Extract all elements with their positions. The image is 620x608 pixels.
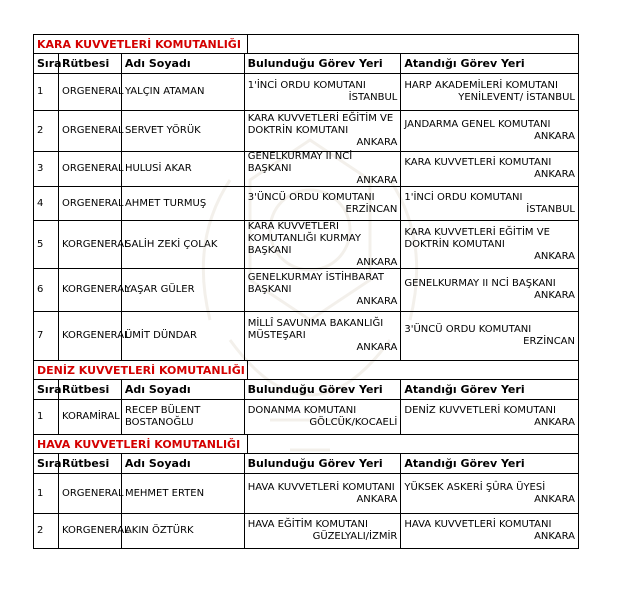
full-name: RECEP BÜLENT BOSTANOĞLU [122, 400, 245, 434]
section-title-row [33, 360, 579, 379]
header-sira: Sıra [34, 54, 59, 73]
current-post-location: ANKARA [356, 296, 398, 307]
current-post-line: HAVA EĞİTİM KOMUTANI [247, 519, 368, 530]
full-name: YALÇIN ATAMAN [122, 74, 245, 110]
section-title-blank [248, 35, 579, 53]
header-atandigi: Atandığı Görev Yeri [401, 454, 579, 473]
current-post-line: MİLLÎ SAVUNMA BAKANLIĞI [247, 318, 384, 329]
current-post-line: DOKTRİN KOMUTANI [247, 125, 349, 136]
row-number: 5 [34, 221, 59, 268]
new-post-location: ANKARA [534, 493, 575, 505]
new-post-location: ERZİNCAN [523, 336, 575, 347]
header-atandigi: Atandığı Görev Yeri [401, 54, 579, 73]
row-number: 1 [34, 74, 59, 110]
rank: ORGENERAL [59, 152, 122, 186]
header-ad: Adı Soyadı [122, 380, 245, 399]
table-row [33, 110, 579, 151]
header-atandigi: Atandığı Görev Yeri [401, 380, 579, 399]
current-post-location: ANKARA [356, 342, 398, 353]
full-name: AHMET TURMUŞ [122, 187, 245, 220]
new-post [401, 221, 579, 268]
table-bottom-border [33, 548, 579, 549]
new-post [401, 187, 579, 220]
header-rutbe: Rütbesi [59, 54, 122, 73]
table-header-row [33, 53, 579, 73]
row-number: 6 [34, 269, 59, 311]
section-title: HAVA KUVVETLERİ KOMUTANLIĞI [34, 435, 248, 453]
rank: ORGENERAL [59, 111, 122, 151]
header-bulundugu: Bulunduğu Görev Yeri [245, 54, 402, 73]
current-post-location: GÖLCÜK/KOCAELİ [309, 417, 398, 428]
full-name: YAŞAR GÜLER [122, 269, 245, 311]
row-number: 2 [34, 111, 59, 151]
section-title-row [33, 34, 579, 53]
table-header-row [33, 453, 579, 473]
rank: KORGENERAL [59, 269, 122, 311]
new-post-line: 1'İNCİ ORDU KOMUTANI [404, 191, 523, 203]
new-post-location: YENİLEVENT/ İSTANBUL [458, 92, 575, 103]
current-post [245, 187, 402, 220]
header-bulundugu: Bulunduğu Görev Yeri [245, 380, 402, 399]
new-post [401, 152, 579, 186]
current-post [245, 111, 402, 151]
rank: ORGENERAL [59, 74, 122, 110]
current-post [245, 312, 402, 360]
new-post-line: 3'ÜNCÜ ORDU KOMUTANI [404, 324, 532, 335]
header-sira: Sıra [34, 380, 59, 399]
new-post-location: ANKARA [534, 131, 575, 142]
new-post [401, 474, 579, 513]
table-row [33, 73, 579, 110]
new-post-line: DOKTRİN KOMUTANI [404, 238, 505, 250]
table-row [33, 186, 579, 220]
new-post-location: ANKARA [534, 169, 575, 180]
rank: ORGENERAL [59, 187, 122, 220]
table-row [33, 399, 579, 434]
new-post-line: YÜKSEK ASKERİ ŞÛRA ÜYESİ [404, 481, 546, 493]
new-post-line: GENELKURMAY II NCİ BAŞKANI [404, 278, 556, 289]
new-post [401, 514, 579, 548]
new-post [401, 312, 579, 360]
current-post-location: GÜZELYALI/İZMİR [312, 531, 398, 542]
header-rutbe: Rütbesi [59, 380, 122, 399]
section-title: KARA KUVVETLERİ KOMUTANLIĞI [34, 35, 248, 53]
section-title-row [33, 434, 579, 453]
new-post-line: HARP AKADEMİLERİ KOMUTANI [404, 80, 558, 91]
header-ad: Adı Soyadı [122, 454, 245, 473]
current-post-location: ANKARA [356, 493, 398, 505]
current-post [245, 269, 402, 311]
rank: KORAMİRAL [59, 400, 122, 434]
new-post-location: ANKARA [534, 531, 575, 542]
full-name: ÜMİT DÜNDAR [122, 312, 245, 360]
full-name: HULUSİ AKAR [122, 152, 245, 186]
current-post-line: DONANMA KOMUTANI [247, 405, 357, 416]
full-name: SALİH ZEKİ ÇOLAK [122, 221, 245, 268]
current-post-line: HAVA KUVVETLERİ KOMUTANI [247, 481, 395, 493]
current-post-line: MÜSTEŞARI [247, 330, 306, 341]
current-post-location: ANKARA [356, 137, 398, 148]
new-post [401, 269, 579, 311]
rank: ORGENERAL [59, 474, 122, 513]
new-post [401, 111, 579, 151]
current-post-line: GENELKURMAY İSTİHBARAT [247, 272, 384, 283]
new-post-location: İSTANBUL [526, 203, 575, 215]
new-post-location: ANKARA [534, 417, 575, 428]
current-post-location: ANKARA [356, 175, 398, 186]
header-ad: Adı Soyadı [122, 54, 245, 73]
table-row [33, 220, 579, 268]
new-post-line: JANDARMA GENEL KOMUTANI [404, 119, 551, 130]
current-post [245, 221, 402, 268]
new-post [401, 400, 579, 434]
row-number: 3 [34, 152, 59, 186]
current-post [245, 514, 402, 548]
row-number: 2 [34, 514, 59, 548]
current-post-location: ANKARA [356, 256, 398, 268]
row-number: 7 [34, 312, 59, 360]
new-post-location: ANKARA [534, 250, 575, 262]
row-number: 1 [34, 474, 59, 513]
full-name: AKIN ÖZTÜRK [122, 514, 245, 548]
current-post-line: KOMUTANLIĞI KURMAY BAŞKANI [247, 232, 361, 256]
header-bulundugu: Bulunduğu Görev Yeri [245, 454, 402, 473]
current-post-line: 3'ÜNCÜ ORDU KOMUTANI [247, 191, 375, 203]
new-post-location: ANKARA [534, 290, 575, 301]
new-post [401, 74, 579, 110]
full-name: MEHMET ERTEN [122, 474, 245, 513]
current-post-line: KARA KUVVETLERİ EĞİTİM VE [247, 113, 394, 124]
current-post [245, 400, 402, 434]
table-row [33, 513, 579, 548]
new-post-line: KARA KUVVETLERİ EĞİTİM VE [404, 226, 550, 238]
current-post [245, 474, 402, 513]
table-row [33, 151, 579, 186]
table-row [33, 473, 579, 513]
table-row [33, 311, 579, 360]
current-post-line: 1'İNCİ ORDU KOMUTANI [247, 80, 366, 91]
full-name: SERVET YÖRÜK [122, 111, 245, 151]
header-rutbe: Rütbesi [59, 454, 122, 473]
current-post-location: ERZİNCAN [345, 203, 398, 215]
header-sira: Sıra [34, 454, 59, 473]
rank: KORGENERAL [59, 221, 122, 268]
section-title: DENİZ KUVVETLERİ KOMUTANLIĞI [34, 361, 248, 379]
appointments-table [33, 34, 579, 549]
row-number: 4 [34, 187, 59, 220]
section-title-blank [248, 361, 579, 379]
table-header-row [33, 379, 579, 399]
current-post-line: KARA KUVVETLERİ [247, 220, 339, 232]
rank: KORGENERAL [59, 514, 122, 548]
current-post [245, 152, 402, 186]
current-post-line: BAŞKANI [247, 284, 292, 295]
row-number: 1 [34, 400, 59, 434]
new-post-line: DENİZ KUVVETLERİ KOMUTANI [404, 405, 556, 416]
new-post-line: KARA KUVVETLERİ KOMUTANI [404, 157, 552, 168]
section-title-blank [248, 435, 579, 453]
new-post-line: HAVA KUVVETLERİ KOMUTANI [404, 519, 552, 530]
table-row [33, 268, 579, 311]
current-post [245, 74, 402, 110]
rank: KORGENERAL [59, 312, 122, 360]
current-post-location: İSTANBUL [348, 92, 398, 103]
current-post-line: GENELKURMAY II NCİ BAŞKANI [247, 151, 353, 174]
